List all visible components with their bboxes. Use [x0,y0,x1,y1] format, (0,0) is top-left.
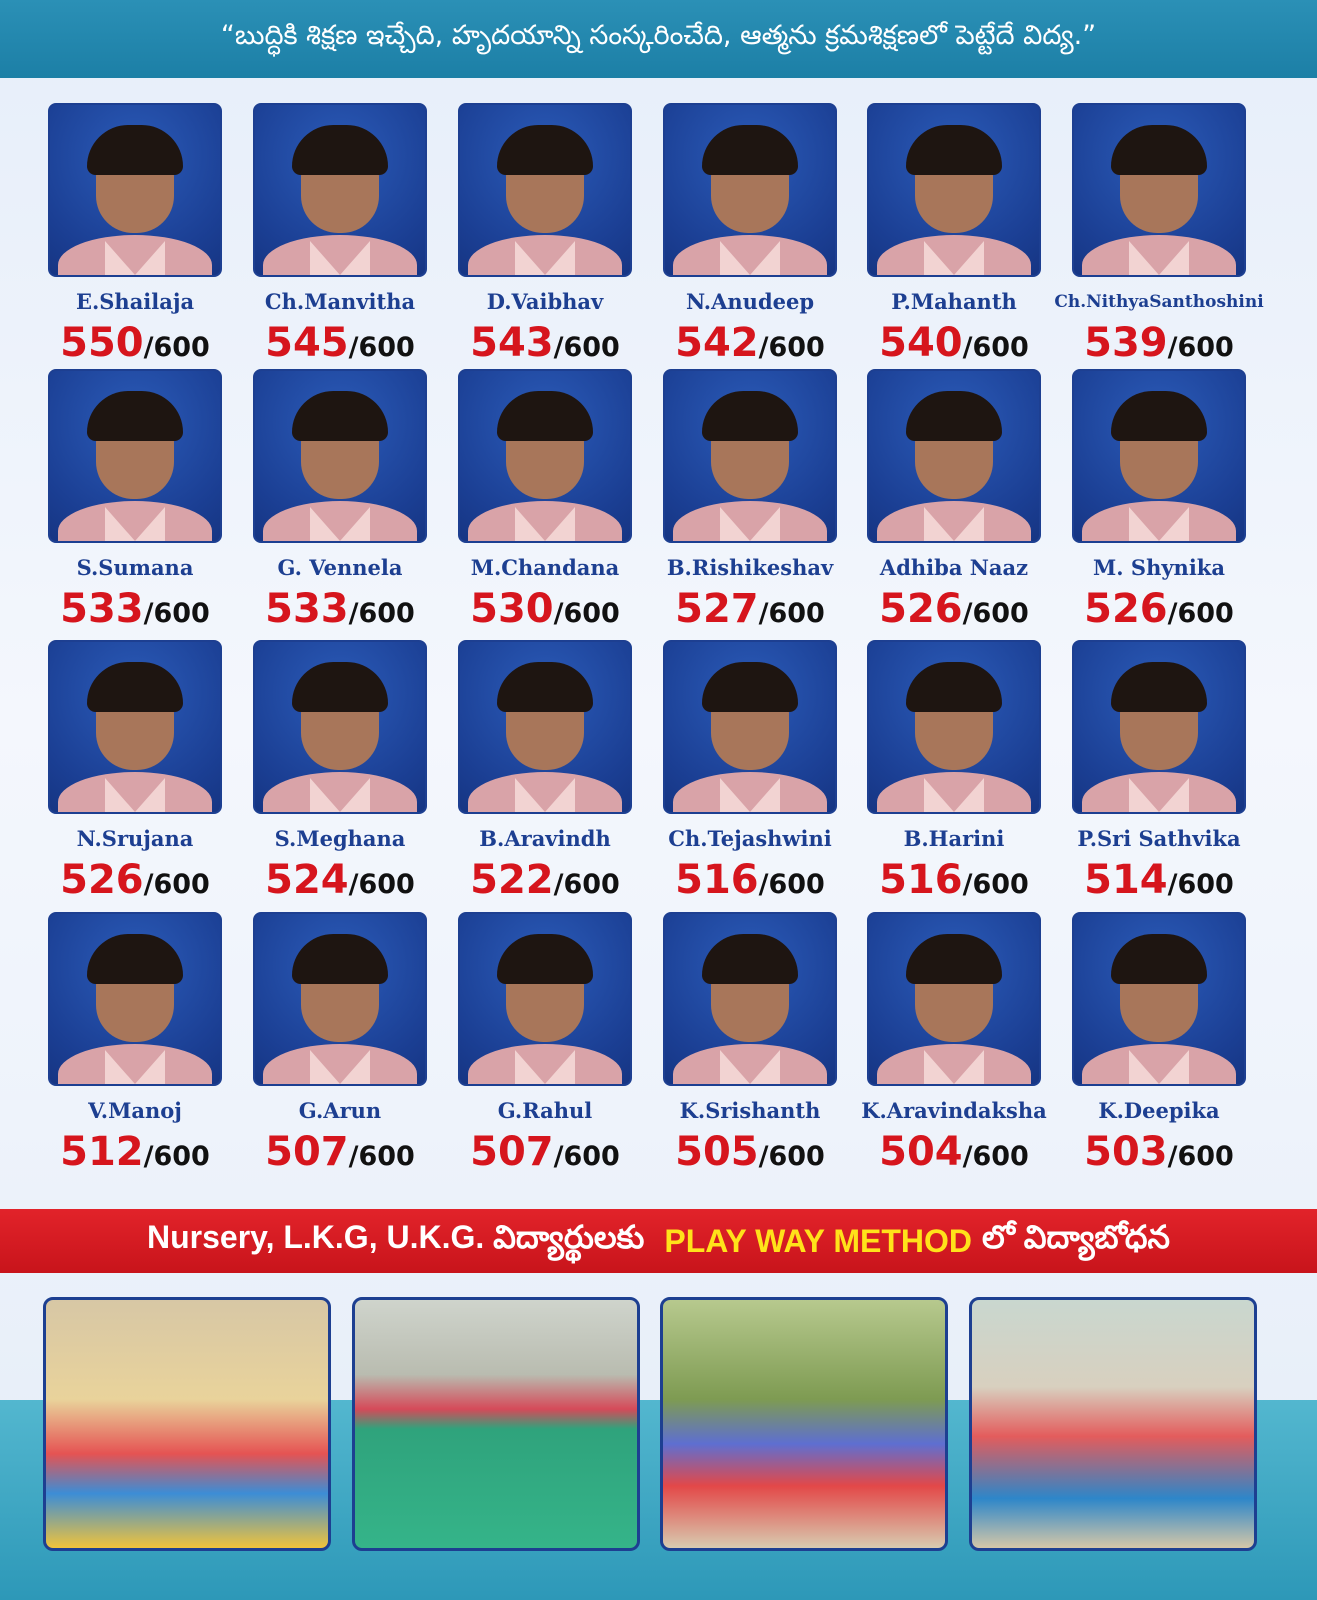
student-photo [867,103,1041,277]
student-score [645,858,855,910]
student-name: N.Srujana [76,826,194,851]
score-total: /600 [962,332,1029,363]
student-score [30,321,240,373]
student-name: Ch.Tejashwini [668,826,832,851]
student-card [235,912,445,1182]
student-photo [48,103,222,277]
student-photo [253,912,427,1086]
student-score [235,321,445,373]
student-card [849,912,1059,1182]
quote-text: “బుద్ధికి శిక్షణ ఇచ్చేది, హృదయాన్ని సంస్కరించేది, ఆత్మను క్రమశిక్షణలో పెట్టేదే విద్య.” [220,20,1097,51]
student-score [1054,1130,1264,1182]
seesaw-child-photo [969,1297,1257,1551]
student-score [440,587,650,639]
student-name: G.Arun [298,1098,382,1123]
score-value: 512 [60,1129,144,1175]
score-value: 504 [879,1129,963,1175]
student-score [1054,587,1264,639]
score-total: /600 [1167,869,1234,900]
score-value: 516 [879,857,963,903]
student-card [645,103,855,373]
student-card [235,103,445,373]
student-photo [663,912,837,1086]
score-value: 516 [675,857,759,903]
student-photo [253,103,427,277]
score-value: 514 [1084,857,1168,903]
student-photo [1072,103,1246,277]
student-photo [663,640,837,814]
student-card [235,640,445,910]
score-total: /600 [348,1141,415,1172]
student-photo [253,369,427,543]
student-name: M.Chandana [470,555,620,580]
score-value: 539 [1084,320,1168,366]
score-total: /600 [1167,1141,1234,1172]
score-total: /600 [758,598,825,629]
student-name: K.Aravindaksha [861,1098,1047,1123]
outdoor-circle-photo [352,1297,640,1551]
student-photo [48,640,222,814]
student-score [1054,321,1264,373]
student-name: B.Rishikeshav [666,555,834,580]
student-photo [458,103,632,277]
score-value: 503 [1084,1129,1168,1175]
student-score [645,1130,855,1182]
student-photo [663,103,837,277]
student-name: P.Mahanth [891,289,1017,314]
student-card [1054,640,1264,910]
student-score [235,858,445,910]
student-name: B.Harini [903,826,1005,851]
student-score [235,587,445,639]
student-name: P.Sri Sathvika [1077,826,1241,851]
score-value: 526 [1084,586,1168,632]
play-way-banner [0,1209,1317,1273]
student-name: Adhiba Naaz [879,555,1029,580]
score-value: 522 [470,857,554,903]
student-photo [458,369,632,543]
score-total: /600 [143,332,210,363]
score-total: /600 [348,332,415,363]
score-value: 530 [470,586,554,632]
student-score [849,587,1059,639]
student-card [645,912,855,1182]
score-value: 542 [675,320,759,366]
score-total: /600 [1167,598,1234,629]
score-total: /600 [553,598,620,629]
student-name: G. Vennela [277,555,403,580]
banner-suffix: లో విద్యాబోధన [981,1218,1170,1255]
student-score [440,858,650,910]
banner-prefix: Nursery, L.K.G, U.K.G. విద్యార్థులకు [147,1218,645,1255]
student-card [440,369,650,639]
student-card [849,640,1059,910]
score-value: 505 [675,1129,759,1175]
banner-highlight: PLAY WAY METHOD [664,1222,972,1259]
student-name: M. Shynika [1093,555,1225,580]
score-total: /600 [758,869,825,900]
score-total: /600 [758,332,825,363]
score-total: /600 [348,869,415,900]
student-score [440,1130,650,1182]
student-card [440,103,650,373]
student-photo [48,912,222,1086]
student-card [440,912,650,1182]
score-value: 545 [265,320,349,366]
student-score [30,1130,240,1182]
student-score [645,587,855,639]
score-total: /600 [1167,332,1234,363]
student-name: S.Meghana [274,826,406,851]
student-score [849,858,1059,910]
student-name: G.Rahul [497,1098,593,1123]
student-name: B.Aravindh [479,826,611,851]
student-name: V.Manoj [88,1098,182,1123]
student-photo [1072,912,1246,1086]
score-total: /600 [553,1141,620,1172]
student-card [30,103,240,373]
student-card [645,640,855,910]
score-value: 507 [265,1129,349,1175]
score-total: /600 [143,598,210,629]
student-card [30,640,240,910]
student-name: K.Deepika [1098,1098,1220,1123]
student-card [30,912,240,1182]
score-total: /600 [348,598,415,629]
score-value: 540 [879,320,963,366]
score-total: /600 [553,332,620,363]
student-score [849,1130,1059,1182]
student-photo [867,912,1041,1086]
student-name: D.Vaibhav [486,289,604,314]
score-value: 550 [60,320,144,366]
slide-playground-photo [660,1297,948,1551]
score-value: 533 [60,586,144,632]
student-name: E.Shailaja [75,289,195,314]
score-value: 526 [879,586,963,632]
classroom-play-photo [43,1297,331,1551]
score-value: 527 [675,586,759,632]
student-score [235,1130,445,1182]
student-card [1054,369,1264,639]
student-card [1054,912,1264,1182]
student-card [645,369,855,639]
score-value: 507 [470,1129,554,1175]
student-name: Ch.Manvitha [264,289,416,314]
student-photo [663,369,837,543]
student-name: N.Anudeep [685,289,815,314]
student-photo [1072,640,1246,814]
score-value: 526 [60,857,144,903]
student-photo [867,369,1041,543]
student-photo [1072,369,1246,543]
student-card [30,369,240,639]
student-score [30,587,240,639]
student-photo [458,640,632,814]
student-name: S.Sumana [76,555,194,580]
score-total: /600 [962,1141,1029,1172]
student-photo [48,369,222,543]
student-card [849,103,1059,373]
student-score [645,321,855,373]
student-name: Ch.NithyaSanthoshini [1054,292,1264,312]
score-total: /600 [143,1141,210,1172]
student-photo [867,640,1041,814]
score-total: /600 [962,869,1029,900]
student-card [1054,103,1264,373]
student-photo [458,912,632,1086]
score-total: /600 [553,869,620,900]
student-card [849,369,1059,639]
student-score [1054,858,1264,910]
student-name: K.Srishanth [679,1098,821,1123]
score-value: 543 [470,320,554,366]
student-score [30,858,240,910]
student-photo [253,640,427,814]
student-card [235,369,445,639]
score-total: /600 [962,598,1029,629]
score-total: /600 [758,1141,825,1172]
student-score [440,321,650,373]
score-total: /600 [143,869,210,900]
score-value: 524 [265,857,349,903]
score-value: 533 [265,586,349,632]
student-score [849,321,1059,373]
student-card [440,640,650,910]
